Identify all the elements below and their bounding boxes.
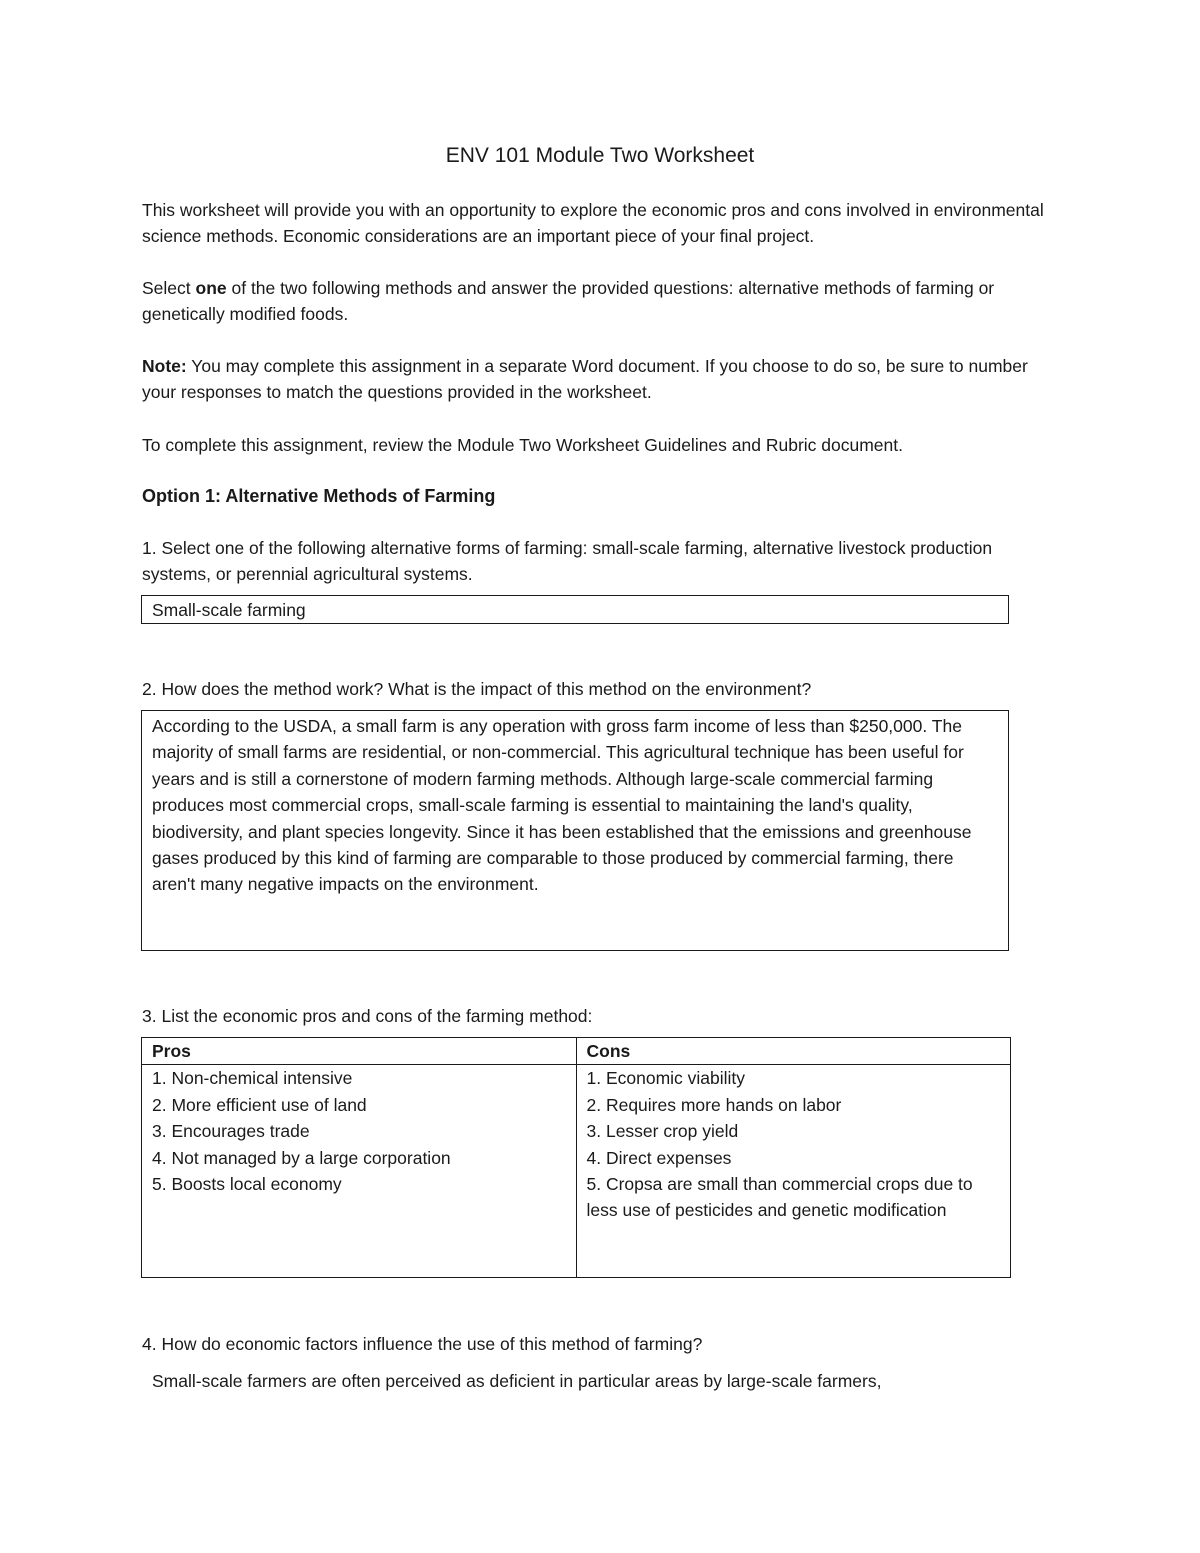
question-1: 1. Select one of the following alternative forms of farming: small-scale farming, alternative livestock production systems, or perennial agricultural systems. [142,538,993,584]
pros-header: Pros [142,1038,577,1065]
cons-item: 2. Requires more hands on labor [586,1094,842,1115]
complete-instruction: To complete this assignment, review the Module Two Worksheet Guidelines and Rubric document. [142,435,903,455]
pros-cell [142,1065,577,1278]
note-paragraph [142,353,1062,405]
select-pre: Select [142,278,196,298]
question-3: 3. List the economic pros and cons of the farming method: [142,1006,593,1026]
select-bold: one [195,278,227,298]
pros-cons-table [141,1037,1011,1278]
answer-2-box [141,710,1009,951]
cons-header: Cons [576,1038,1011,1065]
cons-item: 5. Cropsa are small than commercial crops due to less use of pesticides and genetic modification [586,1174,973,1221]
pros-item: 3. Encourages trade [152,1121,310,1142]
note-label: Note: [142,356,187,376]
answer-4-text: Small-scale farmers are often perceived as deficient in particular areas by large-scale farmers, [152,1371,882,1391]
select-instruction [142,275,1062,327]
cons-item: 4. Direct expenses [586,1147,732,1168]
option-heading: Option 1: Alternative Methods of Farming [142,486,496,506]
intro-paragraph: This worksheet will provide you with an opportunity to explore the economic pros and cons involved in environmental science methods. Economic considerations are an important piece of your final project. [142,200,1044,246]
cons-item: 3. Lesser crop yield [586,1121,739,1142]
table-row [142,1065,1011,1278]
cons-cell [576,1065,1011,1278]
select-post: of the two following methods and answer the provided questions: alternative methods of farming or genetically modified foods. [142,278,995,324]
pros-item: 2. More efficient use of land [152,1094,367,1115]
pros-item: 4. Not managed by a large corporation [152,1147,451,1168]
note-text: You may complete this assignment in a separate Word document. If you choose to do so, be sure to number your responses to match the questions provided in the worksheet. [142,356,1028,402]
pros-item: 5. Boosts local economy [152,1174,342,1195]
answer-1-box [141,595,1009,624]
question-4: 4. How do economic factors influence the use of this method of farming? [142,1334,703,1354]
pros-item: 1. Non-chemical intensive [152,1068,353,1089]
cons-item: 1. Economic viability [586,1068,746,1089]
page-title: ENV 101 Module Two Worksheet [445,144,755,167]
answer-1-text: Small-scale farming [152,600,306,620]
answer-2-text: According to the USDA, a small farm is any operation with gross farm income of less than $250,000. The majority of small farms are residential, or non-commercial. This agricultural technique has been useful for years and is still a cornerstone of modern farming methods. Although large-scale commercial farming produces most commercial crops, small-scale farming is essential to maintaining the land's quality, biodiversity, and plant species longevity. Since it has been established that the emissions and greenhouse gases produced by this kind of farming are comparable to those produced by commercial farming, there aren't many negative impacts on the environment. [152,716,972,895]
table-header-row [142,1038,1011,1065]
question-2: 2. How does the method work? What is the impact of this method on the environment? [142,679,812,699]
